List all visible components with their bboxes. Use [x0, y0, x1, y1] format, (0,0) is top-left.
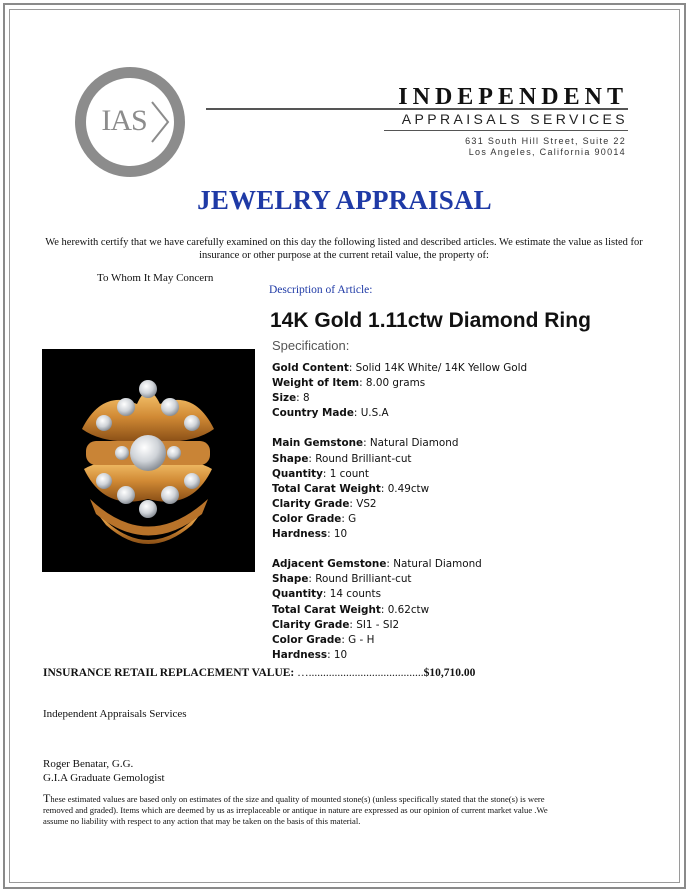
insurance-label: INSURANCE RETAIL REPLACEMENT VALUE: [43, 667, 295, 679]
logo-arc-text: Appraisal [94, 135, 140, 164]
disclaimer [43, 793, 573, 827]
spec-main-hardness: Hardness: 10 [272, 528, 348, 541]
spec-adjacent-gemstone: Adjacent Gemstone: Natural Diamond [272, 558, 482, 571]
signer-title: G.I.A Graduate Gemologist [43, 772, 165, 784]
spec-adjacent-color: Color Grade: G - H [272, 633, 375, 646]
item-title: 14K Gold 1.11ctw Diamond Ring [270, 309, 591, 332]
brand-name: INDEPENDENT [398, 84, 628, 110]
logo-monogram: IAS [101, 104, 147, 137]
spec-size: Size: 8 [272, 392, 310, 405]
ias-logo [72, 64, 188, 180]
spec-adjacent-clarity: Clarity Grade: SI1 - SI2 [272, 618, 400, 631]
company-name: Independent Appraisals Services [43, 708, 187, 720]
disclaimer-initial: T [43, 791, 51, 805]
spec-main-quantity: Quantity: 1 count [272, 467, 369, 480]
spec-adjacent-quantity: Quantity: 14 counts [272, 588, 381, 601]
specification-label: Specification: [272, 338, 350, 353]
brand-subtitle: APPRAISALS SERVICES [401, 111, 628, 127]
recipient: To Whom It May Concern [97, 272, 214, 284]
document-title: JEWELRY APPRAISAL [197, 185, 492, 215]
spec-adjacent-hardness: Hardness: 10 [272, 648, 348, 661]
spec-gold-content: Gold Content: Solid 14K White/ 14K Yellow Gold [272, 362, 528, 374]
spec-adjacent-shape: Shape: Round Brilliant-cut [272, 573, 412, 586]
address-line-2: Los Angeles, California 90014 [468, 147, 626, 157]
disclaimer-text: hese estimated values are based only on estimates of the size and quality of mounted stone(s) (unless specifically stated that the stone(s) is were removed and graded). Items which are deemed by us as irreplaceable or antique in nature are expressed as our opinion of current market value .We assume no liability with respect to any action that may be taken on the basis of this material. [43, 794, 548, 826]
spec-main-shape: Shape: Round Brilliant-cut [272, 452, 412, 465]
specifications [272, 361, 527, 663]
insurance-value [43, 667, 475, 679]
spec-main-carat: Total Carat Weight: 0.49ctw [272, 482, 430, 495]
spec-main-clarity: Clarity Grade: VS2 [272, 497, 377, 510]
spec-country: Country Made: U.S.A [272, 407, 389, 420]
certification-text: We herewith certify that we have carefully examined on this day the following listed and described articles. We estimate the value as listed for insurance or other purpose at the current retail value, the property of: [45, 237, 643, 261]
header-rule-bottom [384, 130, 628, 131]
spec-main-color: Color Grade: G [272, 512, 357, 525]
insurance-amount: $10,710.00 [423, 667, 476, 679]
signer-block [43, 757, 165, 785]
spec-weight: Weight of Item: 8.00 grams [272, 377, 426, 390]
spec-adjacent-carat: Total Carat Weight: 0.62ctw [272, 603, 430, 616]
spec-main-gemstone: Main Gemstone: Natural Diamond [272, 437, 459, 450]
address-line-1: 631 South Hill Street, Suite 22 [465, 136, 626, 146]
ring-photo [42, 349, 255, 572]
description-label: Description of Article: [269, 284, 373, 296]
insurance-dots: …........................................ [297, 667, 424, 679]
ring-illustration [42, 349, 255, 572]
signer-name: Roger Benatar, G.G. [43, 758, 134, 770]
